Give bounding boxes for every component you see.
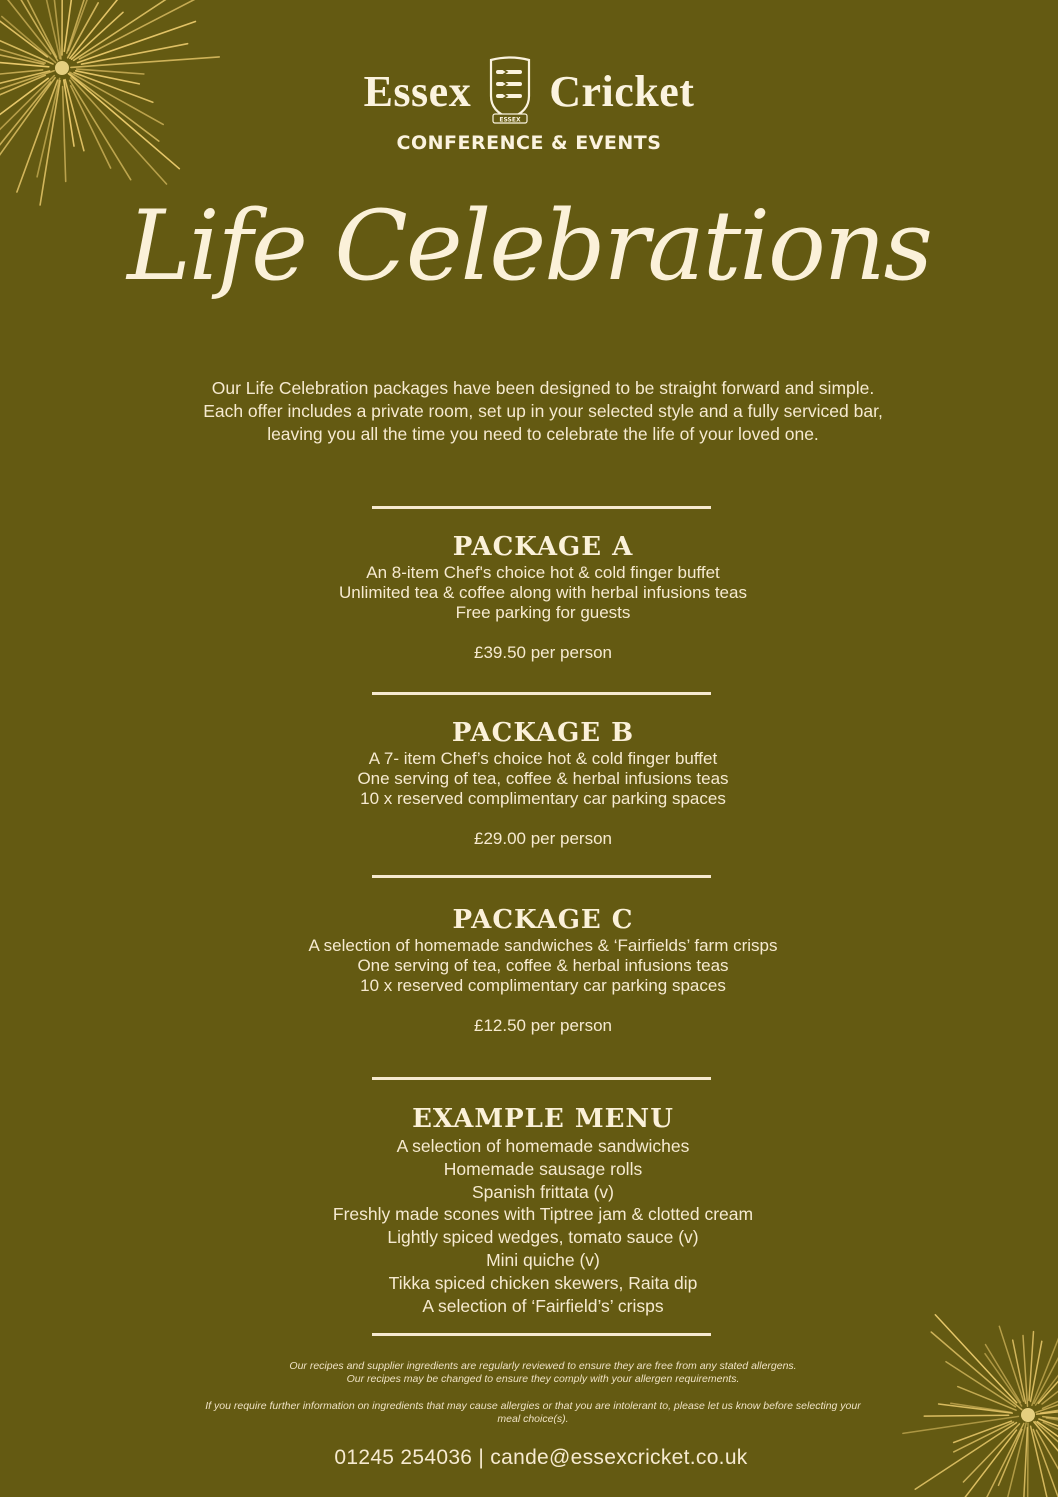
menu-item: A selection of homemade sandwiches — [396, 1136, 690, 1156]
sparkle-ray — [79, 0, 195, 59]
package-line: 10 x reserved complimentary car parking spaces — [360, 976, 726, 995]
sparkle-ray — [939, 1404, 1013, 1413]
sparkle-ray — [958, 1387, 1016, 1411]
package-title: PACKAGE B — [451, 718, 635, 748]
package-price: £29.00 per person — [474, 829, 612, 848]
package-b — [180, 717, 906, 849]
divider — [372, 1077, 711, 1080]
package-line: An 8-item Chef's choice hot & cold finger buffet — [366, 563, 720, 582]
package-price: £39.50 per person — [474, 643, 612, 662]
sparkle-ray — [935, 1315, 1016, 1403]
package-line: Free parking for guests — [455, 603, 631, 622]
allergen-notice-line: Our recipes and supplier ingredients are regularly reviewed to ensure they are free from any stated allergens. — [289, 1360, 797, 1372]
contact-details: 01245 254036 | cande@essexcricket.co.uk — [334, 1446, 748, 1469]
logo-left-word: Essex — [363, 66, 472, 116]
example-menu — [180, 1103, 906, 1317]
package-line: One serving of tea, coffee & herbal infusions teas — [357, 956, 729, 975]
logo-subtitle: CONFERENCE & EVENTS — [396, 132, 662, 154]
menu-item: Spanish frittata (v) — [472, 1181, 614, 1202]
package-c — [180, 904, 906, 1036]
divider — [372, 875, 711, 878]
essex-cricket-logo — [0, 56, 1058, 154]
divider — [372, 692, 711, 695]
crest-text: ESSEX — [499, 116, 521, 124]
package-title: PACKAGE A — [452, 532, 634, 562]
menu-item: Tikka spiced chicken skewers, Raita dip — [388, 1272, 698, 1293]
menu-item: A selection of ‘Fairfield’s’ crisps — [422, 1295, 664, 1316]
package-title: PACKAGE C — [452, 905, 634, 935]
sparkle-ray — [924, 1415, 1008, 1416]
crest-icon — [485, 56, 535, 126]
menu-title: EXAMPLE MENU — [412, 1104, 674, 1134]
package-line: One serving of tea, coffee & herbal infusions teas — [357, 769, 729, 788]
package-line: A selection of homemade sandwiches & ‘Fairfields’ farm crisps — [308, 936, 778, 955]
package-price: £12.50 per person — [474, 1016, 612, 1035]
allergen-info-line: If you require further information on ingredients that may cause allergies or that you are intolerant to, please let us know before selecting your meal choice(s). — [205, 1400, 861, 1425]
menu-item: Freshly made scones with Tiptree jam & clotted cream — [332, 1204, 754, 1225]
package-line: Unlimited tea & coffee along with herbal infusions teas — [339, 583, 747, 602]
menu-item: Lightly spiced wedges, tomato sauce (v) — [387, 1227, 699, 1248]
divider — [372, 506, 711, 509]
logo-right-word: Cricket — [549, 66, 695, 116]
sparkle-ray — [999, 1326, 1023, 1401]
divider — [372, 1333, 711, 1336]
allergen-notice-line: Our recipes may be changed to ensure they comply with your allergen requirements. — [346, 1373, 740, 1385]
intro-paragraph: Our Life Celebration packages have been designed to be straight forward and simple. Each offer includes a private room, set up in your selected style and a fully serviced bar, leaving you all the time you need to celebrate the life of your loved one. — [203, 378, 883, 444]
package-line: 10 x reserved complimentary car parking spaces — [360, 789, 726, 808]
sparkle-ray — [946, 1362, 1016, 1407]
page-title: Life Celebrations — [127, 190, 931, 302]
package-a — [180, 531, 906, 663]
menu-item: Homemade sausage rolls — [443, 1158, 643, 1179]
sparkle-ray — [931, 1332, 1022, 1410]
package-line: A 7- item Chef’s choice hot & cold finger buffet — [368, 749, 718, 768]
menu-item: Mini quiche (v) — [486, 1249, 600, 1270]
allergen-notice — [200, 1360, 886, 1386]
allergen-info-notice — [205, 1400, 861, 1426]
